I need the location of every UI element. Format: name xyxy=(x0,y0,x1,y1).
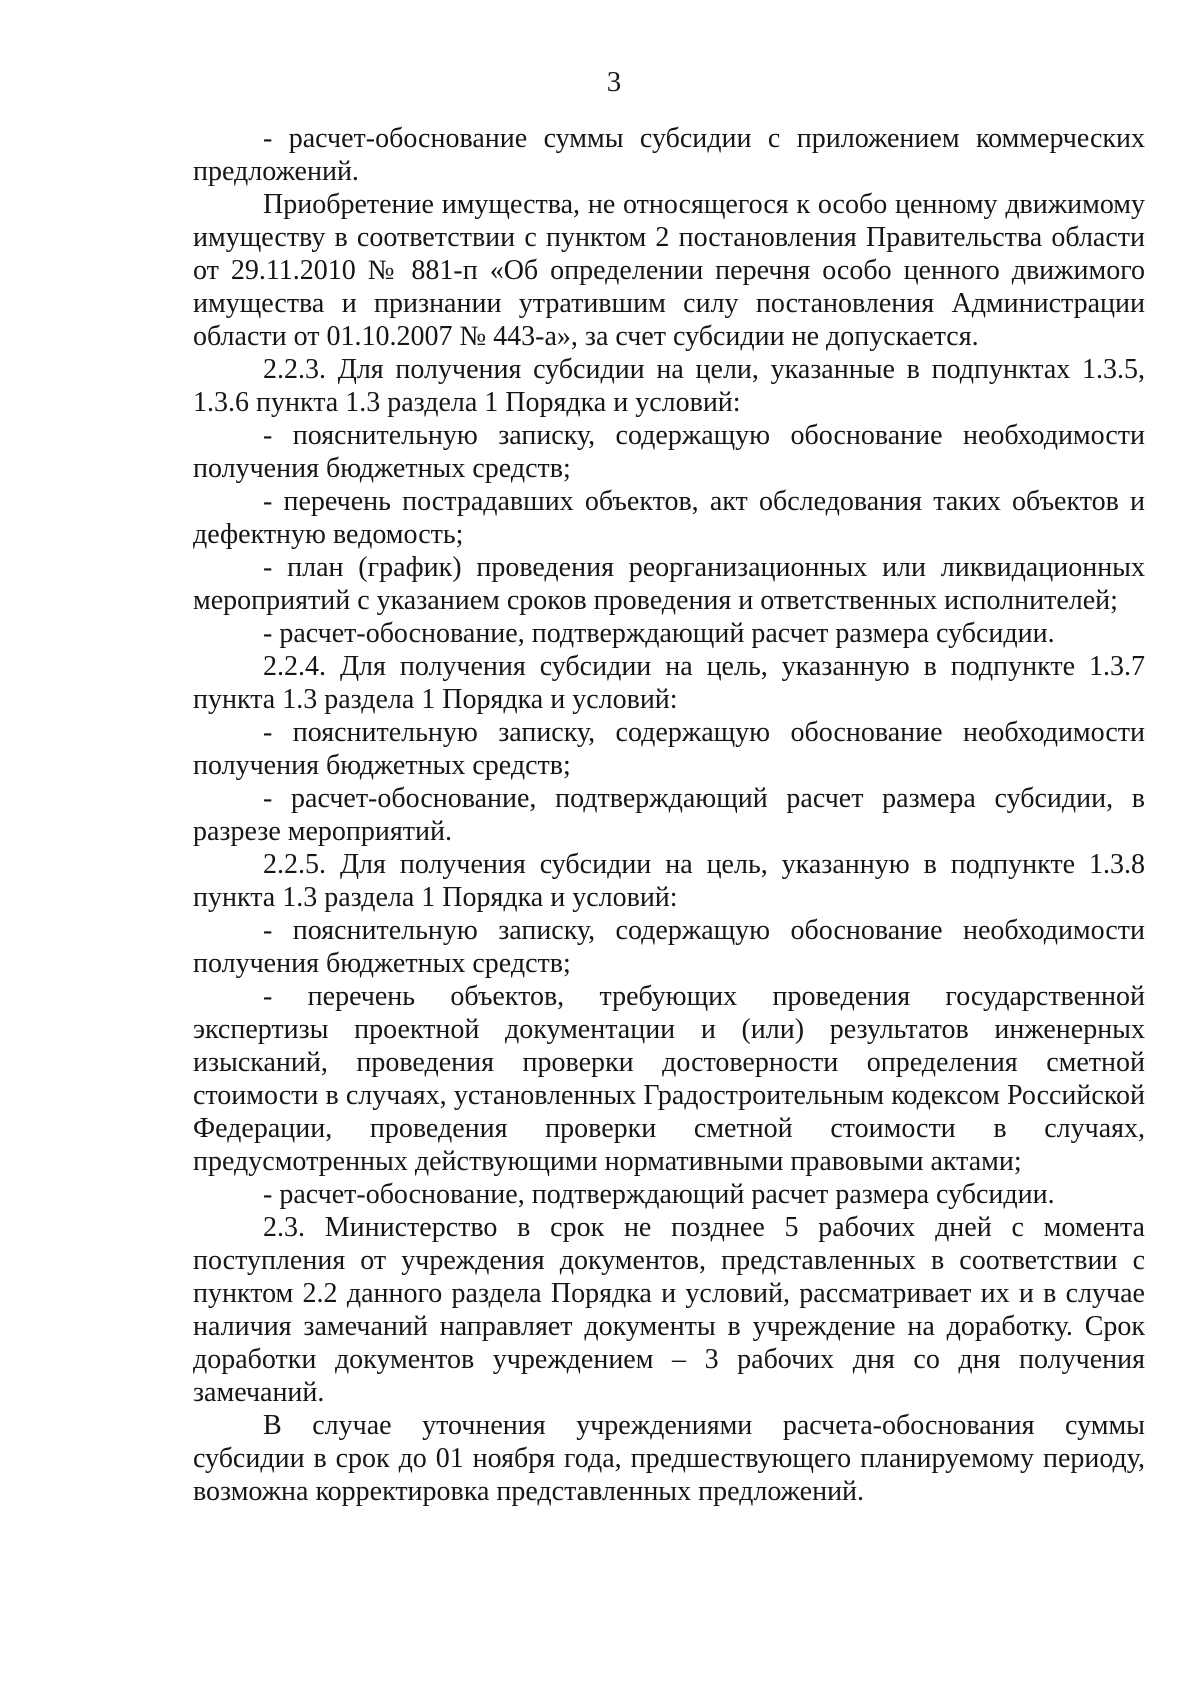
paragraph-calculation-justification: - расчет-обоснование, подтверждающий расчет размера субсидии. xyxy=(263,1179,1055,1210)
paragraph-explanatory-note: - пояснительную записку, содержащую обоснование необходимости получения бюджетных средств; xyxy=(193,717,1145,781)
paragraph-clarification: В случае уточнения учреждениями расчета-обоснования суммы субсидии в срок до 01 ноября года, предшествующего планируемому периоду, возможна корректировка представленных предложений. xyxy=(193,1410,1145,1507)
paragraph-commercial-offers: - расчет-обоснование суммы субсидии с приложением коммерческих предложений. xyxy=(193,123,1145,187)
paragraph-2-2-4: 2.2.4. Для получения субсидии на цель, указанную в подпункте 1.3.7 пункта 1.3 раздела 1 Порядка и условий: xyxy=(193,651,1145,715)
paragraph-damaged-objects-list: - перечень пострадавших объектов, акт обследования таких объектов и дефектную ведомость; xyxy=(193,486,1145,550)
paragraph-property-acquisition: Приобретение имущества, не относящегося к особо ценному движимому имуществу в соответствии с пунктом 2 постановления Правительства области от 29.11.2010 № 881-п «Об определении перечня особо ценного движимого имущества и признании утратившим силу постановления Администрации области от 01.10.2007 № 443-а», за счет субсидии не допускается. xyxy=(193,189,1145,352)
paragraph-explanatory-note: - пояснительную записку, содержащую обоснование необходимости получения бюджетных средств; xyxy=(193,915,1145,979)
paragraph-2-3: 2.3. Министерство в срок не позднее 5 рабочих дней с момента поступления от учреждения документов, представленных в соответствии с пунктом 2.2 данного раздела Порядка и условий, рассматривает их и в случае наличия замечаний направляет документы в учреждение на доработку. Срок доработки документов учреждением – 3 рабочих дня со дня получения замечаний. xyxy=(193,1212,1145,1408)
paragraph-2-2-5: 2.2.5. Для получения субсидии на цель, указанную в подпункте 1.3.8 пункта 1.3 раздела 1 Порядка и условий: xyxy=(193,849,1145,913)
paragraph-2-2-3: 2.2.3. Для получения субсидии на цели, указанные в подпунктах 1.3.5, 1.3.6 пункта 1.3 раздела 1 Порядка и условий: xyxy=(193,354,1145,418)
paragraph-calculation-by-measures: - расчет-обоснование, подтверждающий расчет размера субсидии, в разрезе мероприятий. xyxy=(193,783,1145,847)
document-body xyxy=(193,122,1145,1508)
page-number: 3 xyxy=(606,66,622,98)
paragraph-reorganization-plan: - план (график) проведения реорганизационных или ликвидационных мероприятий с указанием сроков проведения и ответственных исполнителей; xyxy=(193,552,1145,616)
paragraph-explanatory-note: - пояснительную записку, содержащую обоснование необходимости получения бюджетных средств; xyxy=(193,420,1145,484)
paragraph-expertise-objects-list: - перечень объектов, требующих проведения государственной экспертизы проектной документации и (или) результатов инженерных изысканий, проведения проверки достоверности определения сметной стоимости в случаях, установленных Градостроительным кодексом Российской Федерации, проведения проверки сметной стоимости в случаях, предусмотренных действующими нормативными правовыми актами; xyxy=(193,981,1145,1177)
paragraph-calculation-justification: - расчет-обоснование, подтверждающий расчет размера субсидии. xyxy=(263,618,1055,649)
